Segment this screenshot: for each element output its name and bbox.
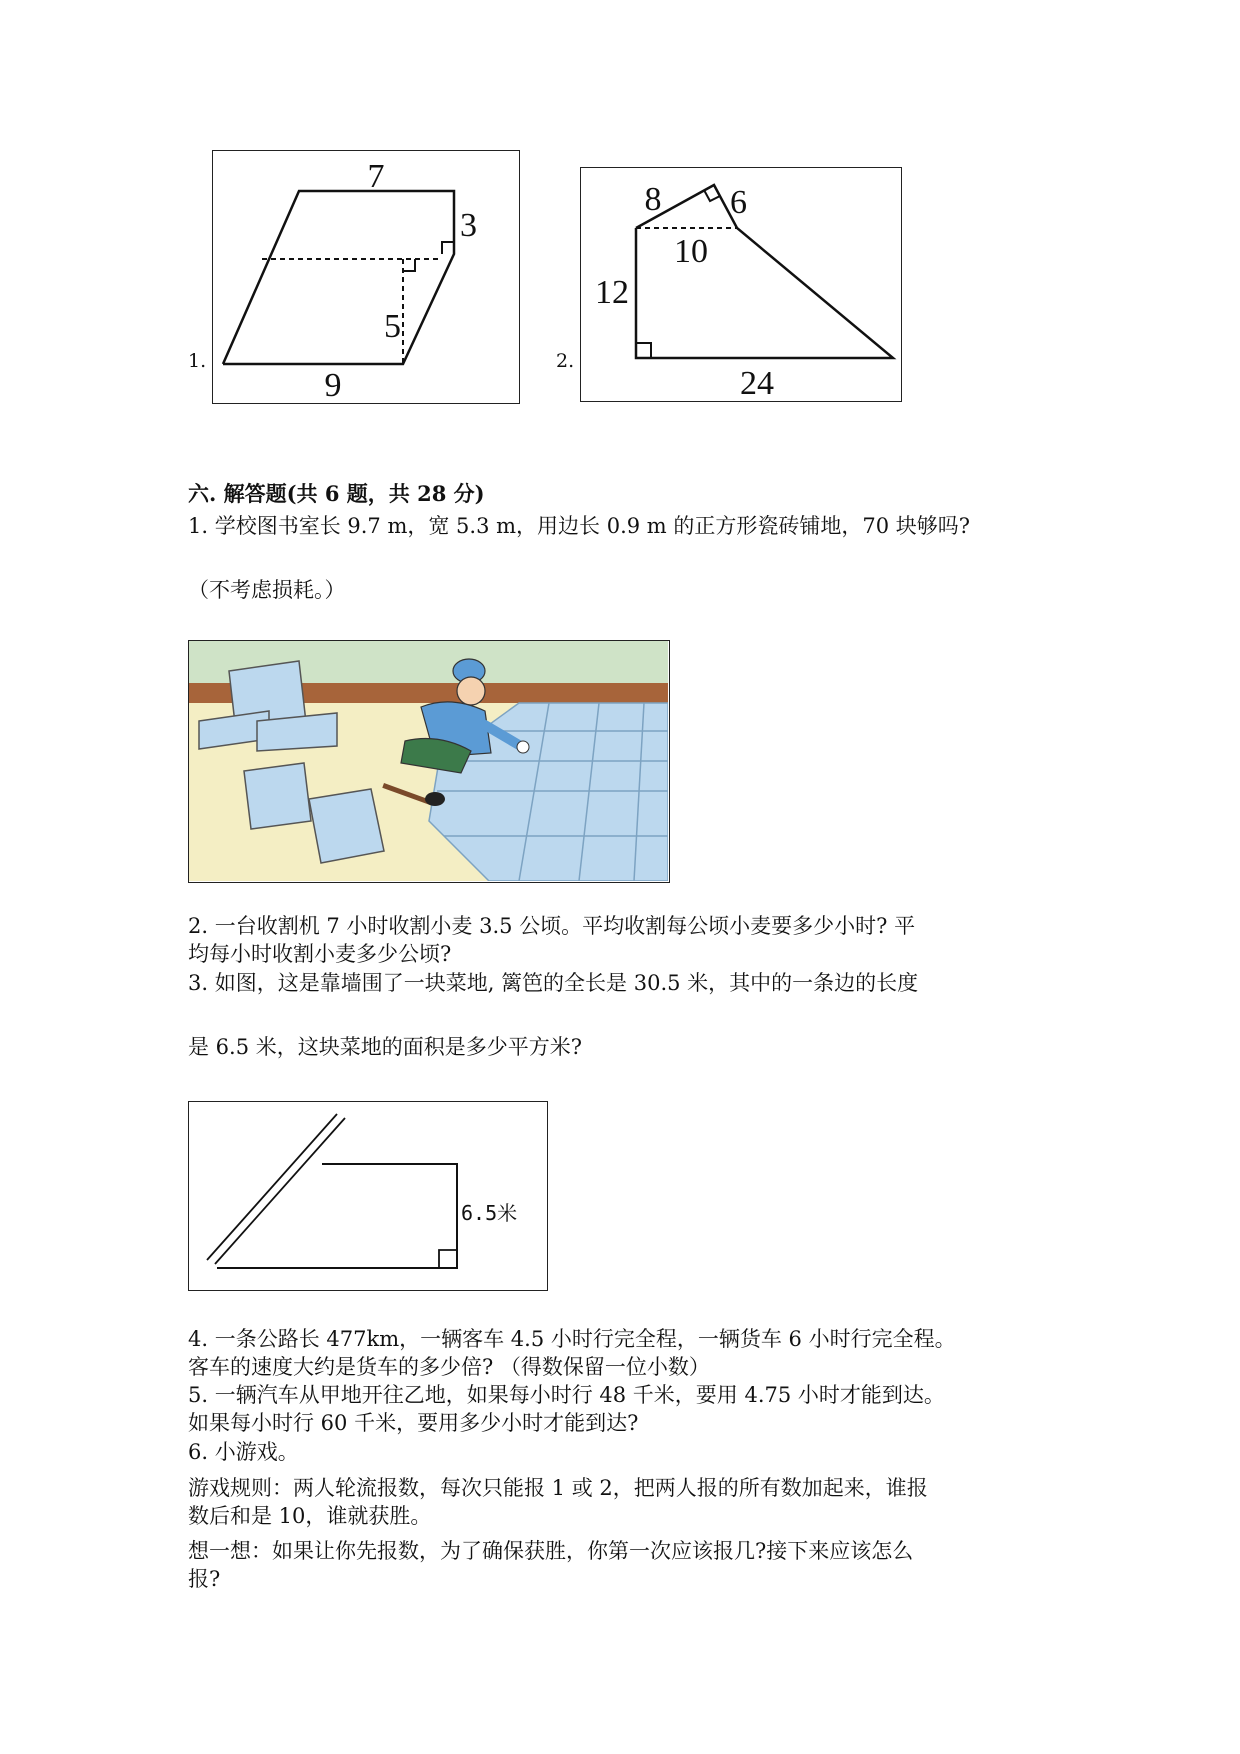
fig2-left-length: 12 — [595, 274, 629, 311]
fig2-middle-length: 10 — [674, 233, 708, 270]
question-3-line-2: 是 6.5 米，这块菜地的面积是多少平方米? — [188, 1035, 583, 1059]
fig1-right-length: 3 — [460, 207, 477, 244]
question-6-line-4: 想一想：如果让你先报数，为了确保获胜，你第一次应该报几?接下来应该怎么 — [188, 1539, 914, 1563]
figure-1-diagram — [213, 151, 518, 402]
question-2-line-1: 2. 一台收割机 7 小时收割小麦 3.5 公顷。平均收割每公顷小麦要多少小时? 平 — [188, 914, 916, 938]
question-6-line-5: 报? — [188, 1567, 221, 1591]
question-2-line-2: 均每小时收割小麦多少公顷? — [188, 942, 452, 966]
figure-2-label: 2. — [556, 350, 575, 372]
question-6-line-1: 6. 小游戏。 — [188, 1440, 299, 1464]
question-1-line-1: 1. 学校图书室长 9.7 m，宽 5.3 m，用边长 0.9 m 的正方形瓷砖铺地，70 块够吗? — [188, 514, 971, 538]
fig2-bottom-length: 24 — [740, 365, 774, 400]
garden-figure-box — [188, 1101, 548, 1291]
question-5-line-2: 如果每小时行 60 千米，要用多少小时才能到达? — [188, 1411, 639, 1435]
question-4-line-1: 4. 一条公路长 477km，一辆客车 4.5 小时行完全程，一辆货车 6 小时行完全程。 — [188, 1327, 956, 1351]
fig1-top-length: 7 — [367, 158, 385, 195]
fig2-right-slant-length: 6 — [730, 184, 747, 221]
tile-worker-image — [189, 641, 668, 881]
section-heading: 六. 解答题(共 6 题，共 28 分) — [188, 481, 485, 506]
fig1-height-length: 5 — [384, 308, 401, 345]
figure-2-box — [580, 167, 902, 402]
garden-diagram — [189, 1102, 546, 1289]
question-3-line-1: 3. 如图，这是靠墙围了一块菜地, 篱笆的全长是 30.5 米，其中的一条边的长度 — [188, 971, 919, 995]
question-1-line-2: （不考虑损耗。） — [188, 578, 346, 602]
tile-worker-illustration — [188, 640, 670, 883]
figure-1-box — [212, 150, 520, 404]
fig1-bottom-length: 9 — [324, 367, 342, 402]
question-5-line-1: 5. 一辆汽车从甲地开往乙地，如果每小时行 48 千米，要用 4.75 小时才能到达。 — [188, 1383, 945, 1407]
question-6-line-3: 数后和是 10，谁就获胜。 — [188, 1504, 432, 1528]
figure-2-diagram — [581, 168, 900, 400]
figure-1-label: 1. — [188, 350, 207, 372]
fig2-left-slant-length: 8 — [644, 181, 662, 218]
question-4-line-2: 客车的速度大约是货车的多少倍? （得数保留一位小数） — [188, 1355, 710, 1379]
question-6-line-2: 游戏规则：两人轮流报数，每次只能报 1 或 2，把两人报的所有数加起来，谁报 — [188, 1476, 928, 1500]
garden-side-length-label: 6.5米 — [461, 1201, 518, 1225]
